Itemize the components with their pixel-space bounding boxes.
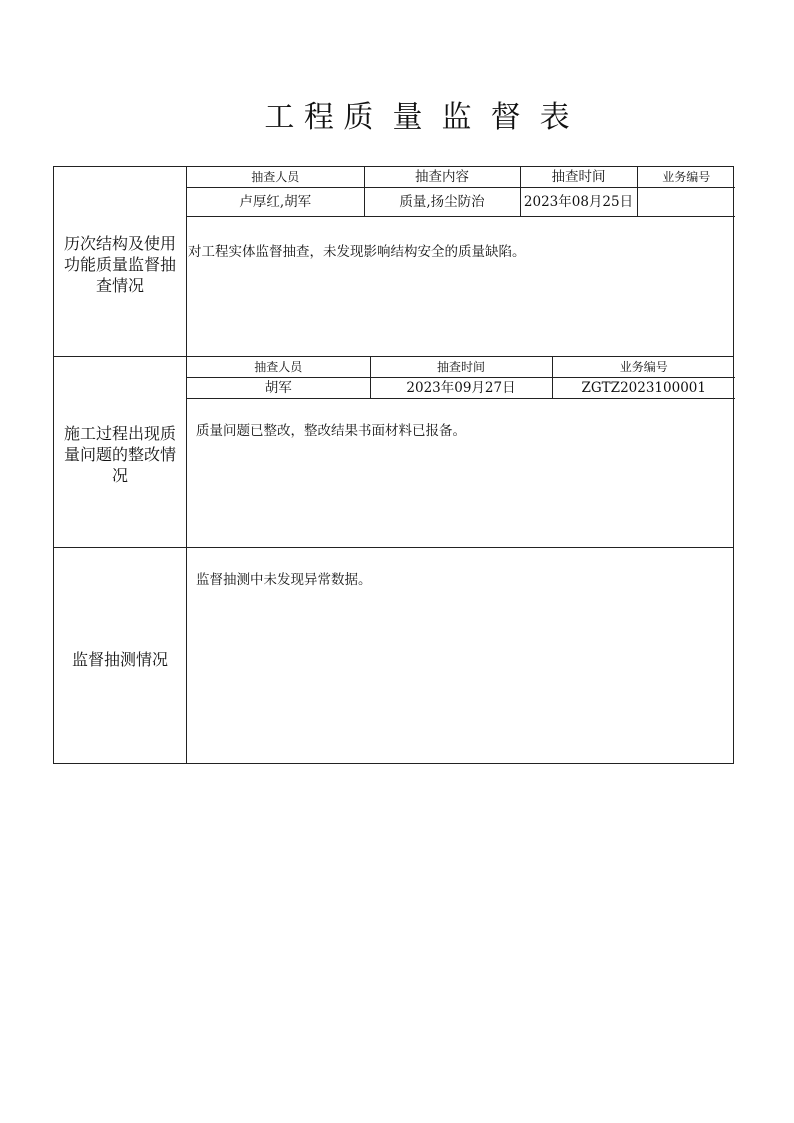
table-header-row <box>187 357 735 378</box>
section3-label: 监督抽测情况 <box>71 650 168 669</box>
value-time: 2023年09月27日 <box>370 378 552 399</box>
value-content: 质量,扬尘防治 <box>364 188 520 217</box>
header-inspector: 抽查人员 <box>187 357 370 378</box>
section-divider <box>54 547 733 548</box>
header-time: 抽查时间 <box>370 357 552 378</box>
table-header-row <box>187 167 735 188</box>
section2-table <box>187 357 735 399</box>
section3-text: 监督抽测中未发现异常数据。 <box>196 572 372 588</box>
value-inspector: 胡军 <box>187 378 370 399</box>
section2-text: 质量问题已整改，整改结果书面材料已报备。 <box>196 423 466 439</box>
value-business-no <box>637 188 735 217</box>
table-row <box>187 188 735 217</box>
header-business-no: 业务编号 <box>552 357 735 378</box>
section2-label: 施工过程出现质量问题的整改情况 <box>63 424 176 485</box>
header-inspector: 抽查人员 <box>187 167 364 188</box>
section1-table <box>187 167 735 217</box>
supervision-form <box>53 166 734 764</box>
header-time: 抽查时间 <box>520 167 637 188</box>
header-content: 抽查内容 <box>364 167 520 188</box>
column-divider <box>186 167 187 763</box>
section1-text: 对工程实体监督抽查，未发现影响结构安全的质量缺陷。 <box>188 244 526 260</box>
value-time: 2023年08月25日 <box>520 188 637 217</box>
header-business-no: 业务编号 <box>637 167 735 188</box>
section1-label: 历次结构及使用功能质量监督抽查情况 <box>63 234 176 295</box>
value-inspector: 卢厚红,胡军 <box>187 188 364 217</box>
table-row <box>187 378 735 399</box>
value-business-no: ZGTZ2023100001 <box>552 378 735 399</box>
page-title: 工 程 质 量 监 督 表 <box>264 100 570 135</box>
